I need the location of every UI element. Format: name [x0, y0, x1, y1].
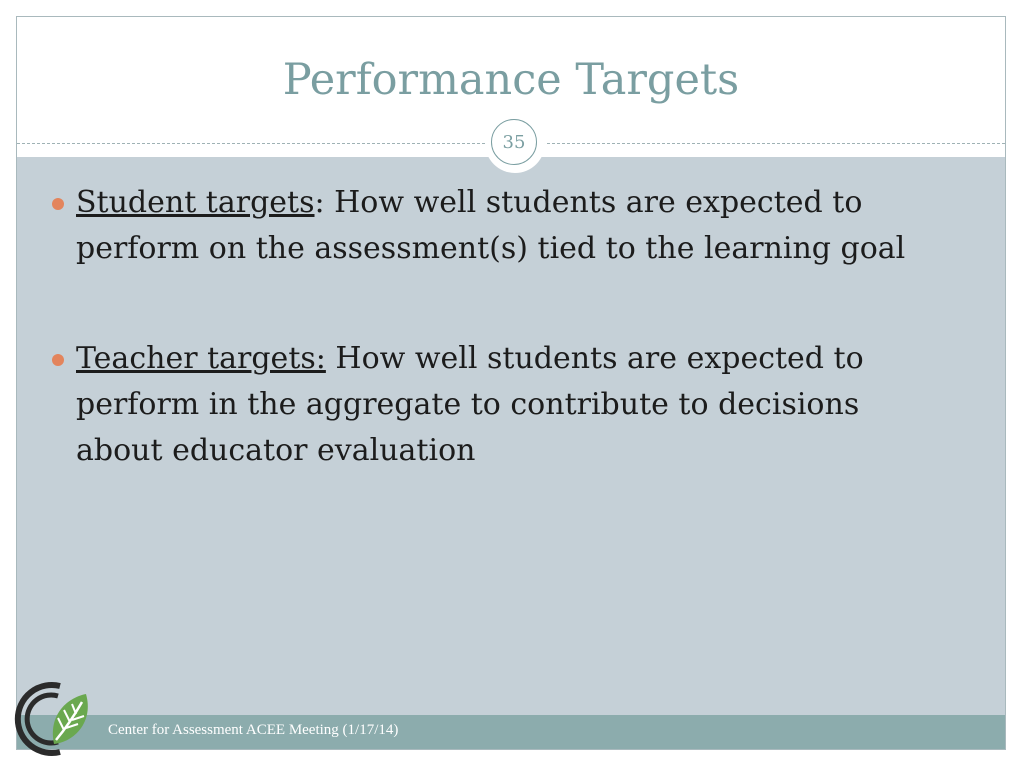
bullet-text: How well students are expected to perform in the aggregate to contribute to decisions about educator evaluation: [76, 341, 864, 468]
bullet-term: Student targets: [76, 185, 315, 220]
bullet-term: Teacher targets:: [76, 341, 326, 376]
footer-text: Center for Assessment ACEE Meeting (1/17/14): [108, 722, 399, 738]
bullet-separator: :: [314, 185, 325, 220]
slide-frame: [16, 16, 1006, 750]
center-for-assessment-logo-icon: [14, 680, 98, 758]
bullet-dot-icon: [52, 354, 64, 366]
bullet-student-targets: [49, 180, 949, 272]
bullet-dot-icon: [52, 198, 64, 210]
footer-bar: [17, 715, 1005, 750]
bullet-list: [49, 180, 949, 474]
slide-number-badge: [486, 114, 544, 172]
slide-title: Performance Targets: [282, 55, 740, 105]
bullet-text: How well students are expected to perform on the assessment(s) tied to the learning goal: [76, 185, 906, 266]
slide-number: 35: [491, 119, 537, 165]
bullet-teacher-targets: [49, 336, 949, 474]
